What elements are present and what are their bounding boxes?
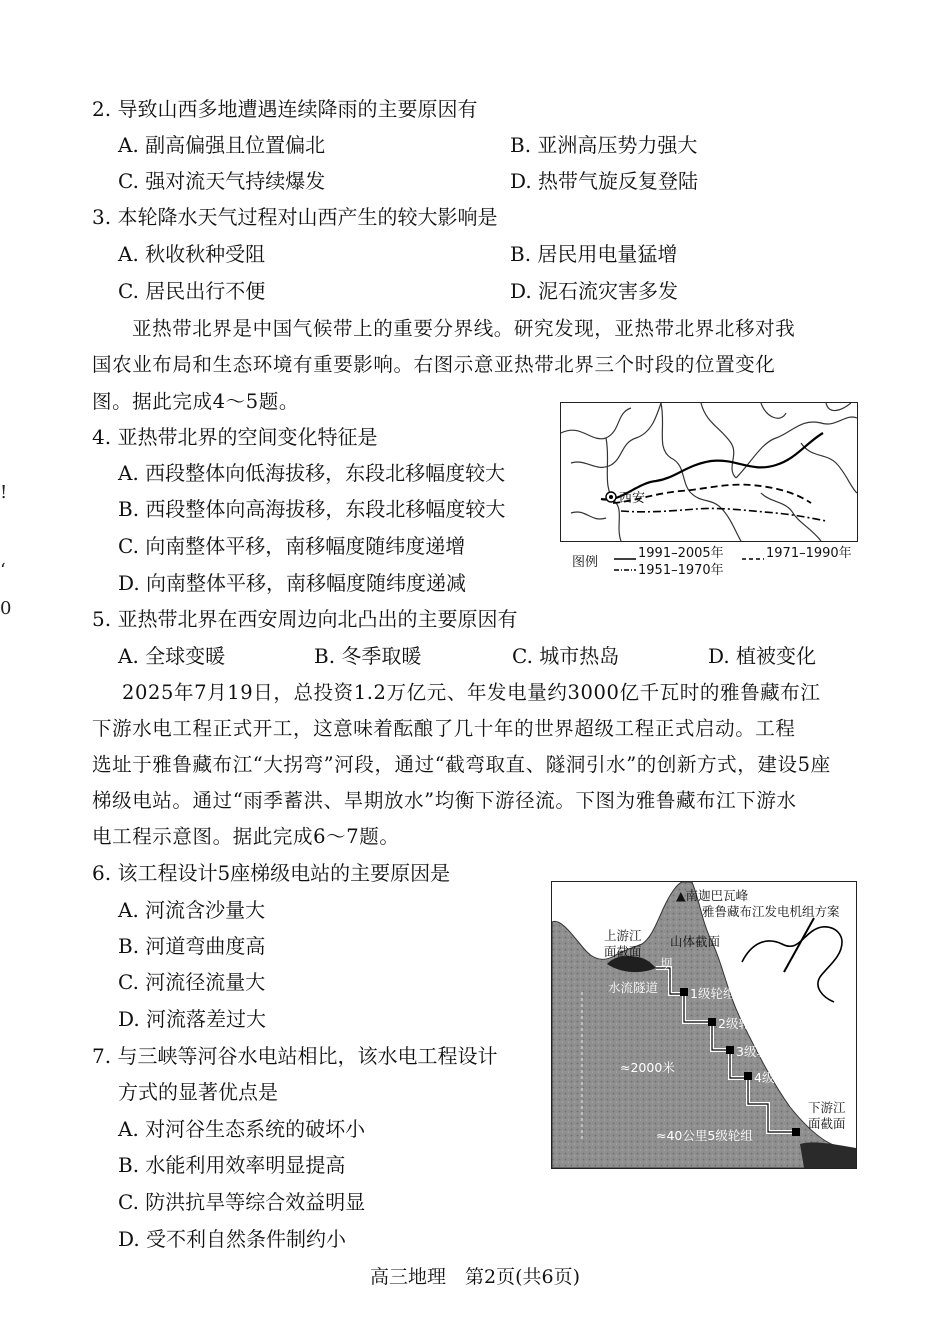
turbine-3 xyxy=(726,1046,734,1054)
q5-option-d: D. 植被变化 xyxy=(708,644,817,668)
passage1-line3: 图。据此完成4～5题。 xyxy=(92,390,299,413)
plan-title: 雅鲁藏布江发电机组方案 xyxy=(702,904,840,919)
passage1-line2: 国农业布局和生态环境有重要影响。右图示意亚热带北界三个时段的位置变化 xyxy=(92,353,776,376)
legend-dashdot-line xyxy=(614,564,636,576)
turbine-4 xyxy=(744,1072,752,1080)
river-bend-inset xyxy=(742,927,842,1002)
height-label: ≈2000米 xyxy=(620,1060,675,1075)
turbine-5 xyxy=(792,1128,800,1136)
q7-option-b: B. 水能利用效率明显提高 xyxy=(118,1153,346,1177)
map1-legend-title: 图例 xyxy=(572,555,599,570)
unit4-label: 4级轮组 xyxy=(754,1070,800,1085)
mountain-label: 山体截面 xyxy=(670,934,721,949)
q2-option-d: D. 热带气旋反复登陆 xyxy=(510,169,699,193)
q5-stem: 5. 亚热带北界在西安周边向北凸出的主要原因有 xyxy=(92,607,518,631)
q4-option-b: B. 西段整体向高海拔移，东段北移幅度较大 xyxy=(118,497,506,521)
q2-option-b: B. 亚洲高压势力强大 xyxy=(510,133,698,157)
q4-option-a: A. 西段整体向低海拔移，东段北移幅度较大 xyxy=(118,461,506,485)
map1-legend-1951-1970: 1951–1970年 xyxy=(638,563,724,578)
downstream-water xyxy=(800,1142,856,1168)
q6-stem: 6. 该工程设计5座梯级电站的主要原因是 xyxy=(92,861,451,885)
q5-option-a: A. 全球变暖 xyxy=(118,644,226,668)
q4-stem: 4. 亚热带北界的空间变化特征是 xyxy=(92,425,378,449)
unit1-label: 1级轮组 xyxy=(690,986,736,1001)
downstream-label-line2: 面截面 xyxy=(808,1116,846,1131)
upstream-label-line2: 面截面 xyxy=(604,944,642,959)
q4-option-d: D. 向南整体平移，南移幅度随纬度递减 xyxy=(118,571,467,595)
passage2-line3: 选址于雅鲁藏布江“大拐弯”河段，通过“截弯取直、隧洞引水”的创新方式，建设5座 xyxy=(92,753,831,776)
q7-option-a: A. 对河谷生态系统的破坏小 xyxy=(118,1117,366,1141)
q3-option-b: B. 居民用电量猛增 xyxy=(510,242,678,266)
q6-option-c: C. 河流径流量大 xyxy=(118,970,266,994)
hydropower-diagram xyxy=(551,881,857,1169)
page-footer: 高三地理 第2页(共6页) xyxy=(369,1266,580,1288)
peak-label: ▲南迦巴瓦峰 xyxy=(676,888,749,903)
q6-option-d: D. 河流落差过大 xyxy=(118,1007,267,1031)
q2-stem: 2. 导致山西多地遭遇连续降雨的主要原因有 xyxy=(92,97,478,121)
upstream-label-line1: 上游江 xyxy=(604,928,642,943)
q2-option-c: C. 强对流天气持续爆发 xyxy=(118,169,326,193)
q3-option-c: C. 居民出行不便 xyxy=(118,279,266,303)
turbine-1 xyxy=(680,988,688,996)
passage2-line1: 2025年7月19日，总投资1.2万亿元、年发电量约3000亿千瓦时的雅鲁藏布江 xyxy=(122,681,821,704)
q3-option-d: D. 泥石流灾害多发 xyxy=(510,279,679,303)
q7-stem-line1: 7. 与三峡等河谷水电站相比，该水电工程设计 xyxy=(92,1044,498,1068)
q3-option-a: A. 秋收秋种受阻 xyxy=(118,242,266,266)
passage2-line4: 梯级电站。通过“雨季蓄洪、旱期放水”均衡下游径流。下图为雅鲁藏布江下游水 xyxy=(92,789,797,812)
passage1-line1: 亚热带北界是中国气候带上的重要分界线。研究发现，亚热带北界北移对我 xyxy=(132,317,796,340)
turbine-2 xyxy=(708,1018,716,1026)
passage2-line2: 下游水电工程正式开工，这意味着酝酿了几十年的世界超级工程正式启动。工程 xyxy=(92,717,796,740)
tunnel-label: 水流隧道 xyxy=(608,980,659,995)
q3-stem: 3. 本轮降水天气过程对山西产生的较大影响是 xyxy=(92,205,498,229)
q6-option-a: A. 河流含沙量大 xyxy=(118,898,266,922)
unit5-distance-label: ≈40公里5级轮组 xyxy=(656,1128,753,1143)
q6-option-b: B. 河道弯曲度高 xyxy=(118,934,266,958)
downstream-label-line1: 下游江 xyxy=(808,1100,846,1115)
margin-mark-middle: ‘ xyxy=(0,560,6,581)
q7-option-c: C. 防洪抗旱等综合效益明显 xyxy=(118,1190,366,1214)
dam-label: 坝 xyxy=(660,956,673,971)
q4-option-c: C. 向南整体平移，南移幅度随纬度递增 xyxy=(118,534,466,558)
map1-legend-1991-2005: 1991–2005年 xyxy=(638,546,724,561)
passage2-line5: 电工程示意图。据此完成6～7题。 xyxy=(92,825,400,848)
map1-legend-1971-1990: 1971–1990年 xyxy=(766,546,852,561)
margin-mark-bottom: 0 xyxy=(0,598,12,619)
q2-option-a: A. 副高偏强且位置偏北 xyxy=(118,133,326,157)
legend-dashed-line xyxy=(742,553,764,565)
q7-stem-line2: 方式的显著优点是 xyxy=(118,1080,278,1104)
margin-mark-top: ! xyxy=(0,482,8,503)
subtropical-map-drawing xyxy=(561,403,857,541)
subtropical-boundary-map xyxy=(560,402,858,542)
q5-option-c: C. 城市热岛 xyxy=(512,644,620,668)
q7-option-d: D. 受不利自然条件制约小 xyxy=(118,1227,347,1251)
unit2-label: 2级轮组 xyxy=(718,1016,764,1031)
q5-option-b: B. 冬季取暖 xyxy=(314,644,422,668)
unit3-label: 3级轮组 xyxy=(736,1044,782,1059)
map1-city-label: 西安 xyxy=(619,491,646,506)
